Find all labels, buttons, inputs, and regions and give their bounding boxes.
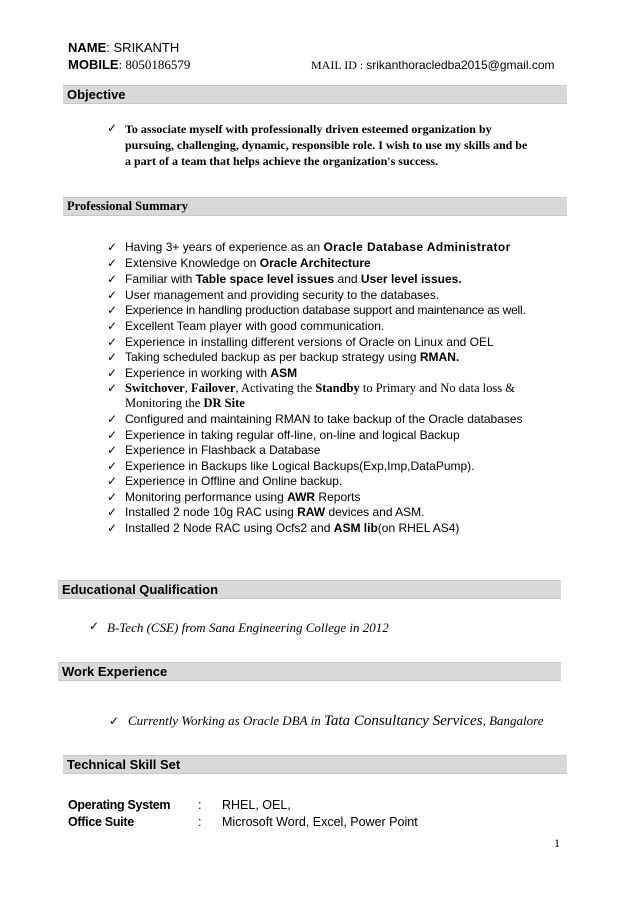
check-icon: ✓ [107, 272, 118, 286]
summary-item: Extensive Knowledge on Oracle Architecture [125, 256, 371, 270]
summary-heading: Professional Summary [67, 199, 188, 213]
education-heading: Educational Qualification [62, 582, 219, 597]
mobile-label: MOBILE [68, 57, 119, 72]
check-icon: ✓ [107, 428, 118, 442]
check-icon: ✓ [107, 288, 118, 302]
check-icon: ✓ [107, 240, 118, 254]
check-icon: ✓ [89, 619, 100, 633]
summary-item: Experience in Offline and Online backup. [125, 474, 343, 488]
summary-item: Experience in taking regular off-line, on-line and logical Backup [125, 428, 460, 442]
work-heading-bar [58, 662, 561, 681]
check-icon: ✓ [107, 474, 118, 488]
check-icon: ✓ [107, 521, 118, 535]
skill-sep: : [198, 815, 202, 829]
objective-line: pursuing, challenging, dynamic, responsible role. I wish to use my skills and be [125, 138, 528, 152]
summary-item: Monitoring performance using AWR Reports [125, 490, 361, 504]
skills-heading: Technical Skill Set [67, 757, 181, 772]
summary-item: Familiar with Table space level issues and User level issues. [125, 272, 462, 286]
skill-value: Microsoft Word, Excel, Power Point [222, 815, 418, 829]
mobile-line [68, 57, 190, 73]
objective-heading-bar [63, 85, 567, 104]
summary-item: Experience in Flashback a Database [125, 443, 321, 457]
mail-sep: : [356, 58, 367, 72]
name-value: : SRIKANTH [106, 40, 180, 55]
mail-line [311, 58, 555, 73]
objective-heading: Objective [67, 87, 126, 102]
check-icon: ✓ [107, 505, 118, 519]
work-heading: Work Experience [62, 664, 168, 679]
work-item: Currently Working as Oracle DBA in Tata Consultancy Services, Bangalore [128, 713, 544, 729]
summary-item: Having 3+ years of experience as an Oracle Database Administrator [125, 240, 511, 254]
summary-item: Experience in installing different versions of Oracle on Linux and OEL [125, 335, 494, 349]
education-item: B-Tech (CSE) from Sana Engineering College in 2012 [107, 620, 389, 635]
check-icon: ✓ [107, 350, 118, 364]
page-number: 1 [554, 836, 560, 850]
check-icon: ✓ [107, 459, 118, 473]
skill-label: Office Suite [68, 815, 134, 829]
check-icon: ✓ [107, 443, 118, 457]
skill-value: RHEL, OEL, [222, 798, 291, 812]
mail-label: MAIL ID [311, 58, 357, 72]
summary-item: Switchover, Failover, Activating the Standby to Primary and No data loss & Monitoring the DR Site [125, 381, 515, 410]
check-icon: ✓ [107, 303, 118, 317]
summary-heading-bar [63, 197, 567, 216]
skills-heading-bar [63, 755, 567, 774]
check-icon: ✓ [107, 319, 118, 333]
objective-text [125, 121, 565, 169]
name-label: NAME [68, 40, 107, 55]
summary-item: Taking scheduled backup as per backup strategy using RMAN. [125, 350, 460, 364]
education-heading-bar [58, 580, 561, 599]
summary-item: User management and providing security to the databases. [125, 288, 440, 302]
check-icon: ✓ [109, 714, 120, 728]
skill-sep: : [198, 798, 202, 812]
check-icon: ✓ [107, 366, 118, 380]
summary-item: Installed 2 Node RAC using Ocfs2 and ASM lib(on RHEL AS4) [125, 521, 460, 535]
name-line [68, 40, 179, 55]
summary-item: Experience in working with ASM [125, 366, 298, 380]
summary-item: Excellent Team player with good communication. [125, 319, 385, 333]
check-icon: ✓ [107, 335, 118, 349]
mail-value: srikanthoracledba2015@gmail.com [366, 58, 555, 72]
check-icon: ✓ [107, 381, 118, 395]
check-icon: ✓ [107, 121, 118, 135]
summary-item: Installed 2 node 10g RAC using RAW devices and ASM. [125, 505, 425, 519]
objective-line: a part of a team that helps achieve the organization's success. [125, 154, 438, 168]
mobile-value: : 8050186579 [118, 57, 191, 72]
check-icon: ✓ [107, 490, 118, 504]
summary-item: Experience in Backups like Logical Backups(Exp,Imp,DataPump). [125, 459, 475, 473]
skill-label: Operating System [68, 798, 171, 812]
objective-line: To associate myself with professionally driven esteemed organization by [125, 122, 492, 136]
check-icon: ✓ [107, 256, 118, 270]
check-icon: ✓ [107, 412, 118, 426]
summary-item: Experience in handling production database support and maintenance as well. [125, 303, 526, 317]
summary-item: Configured and maintaining RMAN to take backup of the Oracle databases [125, 412, 523, 426]
